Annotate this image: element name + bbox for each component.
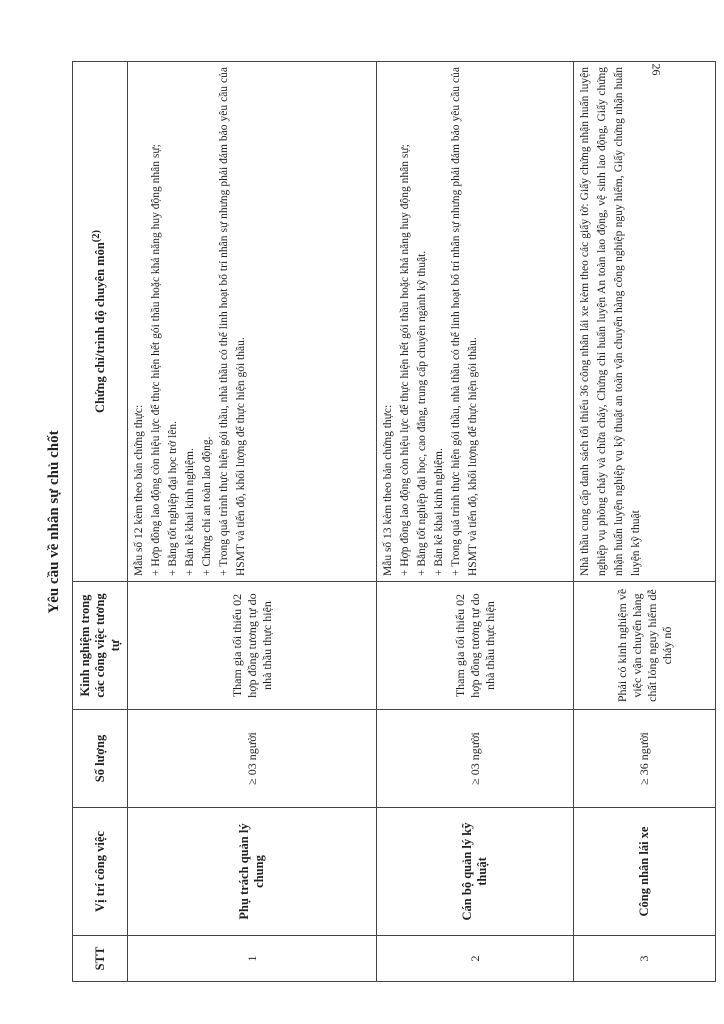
row-requirements [377, 62, 574, 582]
header-experience: Kinh nghiệm trong các công việc tương tự [73, 582, 128, 710]
row-position: Cán bộ quản lý kỹ thuật [377, 808, 574, 936]
page-title: Yêu cầu về nhân sự chủ chốt [46, 430, 62, 614]
header-stt: STT [73, 936, 128, 982]
table-row [128, 62, 377, 982]
row-requirements [574, 62, 716, 582]
requirement-line: + Bằng tốt nghiệp đại học, cao đẳng, trung cấp chuyên ngành kỹ thuật. [416, 250, 428, 576]
row-position: Công nhân lái xe [574, 808, 716, 936]
row-stt: 1 [128, 936, 377, 982]
requirement-line: Mẫu số 13 kèm theo bản chứng thực: [382, 404, 394, 576]
row-experience: Tham gia tối thiểu 02 hợp đồng tương tự do nhà thầu thực hiện [377, 582, 574, 710]
requirement-line: + Chứng chỉ an toàn lao động. [201, 436, 213, 576]
requirement-line: + Bản kê khai kinh nghiệm. [433, 448, 445, 576]
row-quantity: ≥ 03 người [128, 710, 377, 808]
table-header-row [73, 62, 128, 982]
row-quantity: ≥ 03 người [377, 710, 574, 808]
page-number: 26 [649, 63, 664, 76]
header-quantity: Số lượng [73, 710, 128, 808]
header-position: Vị trí công việc [73, 808, 128, 936]
personnel-requirements-table [72, 61, 716, 982]
row-stt: 2 [377, 936, 574, 982]
row-experience: Phải có kinh nghiệm về việc vận chuyển hàng chất lỏng nguy hiểm dễ cháy nổ [574, 582, 716, 710]
requirement-line: + Hợp đồng lao động còn hiệu lực để thực hiện hết gói thầu hoặc khả năng huy động nhân sự; [399, 144, 411, 576]
table-row [377, 62, 574, 982]
row-requirements [128, 62, 377, 582]
requirement-line: + Trong quá trình thực hiện gói thầu, nhà thầu có thể linh hoạt bố trí nhân sự nhưng phải đảm bảo yêu cầu của HSMT và tiến độ, khối lượng để thực hiện gói thầu. [450, 67, 479, 576]
header-certificate-text: Chứng chỉ/trình độ chuyên môn [93, 242, 108, 413]
requirement-line: + Hợp đồng lao động còn hiệu lực để thực hiện hết gói thầu hoặc khả năng huy động nhân sự; [150, 144, 162, 576]
requirement-line: + Trong quá trình thực hiện gói thầu, nhà thầu có thể linh hoạt bố trí nhân sự nhưng phải đảm bảo yêu cầu của HSMT và tiến độ, khối lượng để thực hiện gói thầu. [218, 67, 247, 576]
table-row [574, 62, 716, 982]
row-position: Phụ trách quản lý chung [128, 808, 377, 936]
requirement-line: Mẫu số 12 kèm theo bản chứng thực: [133, 404, 145, 576]
requirement-line: + Bằng tốt nghiệp đại học trở lên. [167, 420, 179, 576]
requirement-line: Nhà thầu cung cấp danh sách tối thiểu 36 công nhân lái xe kèm theo các giấy tờ: Giấy chứng nhận huấn luyện nghiệp vụ phòng cháy và chữa cháy, Chứng chỉ huấn luyện An toàn lao động, vệ sinh lao động, Giấy chứng nhận huấn luyện nghiệp vụ kỹ thuật an toàn vận chuyển hàng công nghiệp nguy hiểm, Giấy chứng nhận huấn luyện kỹ thuật [579, 67, 642, 576]
row-experience: Tham gia tối thiểu 02 hợp đồng tương tự do nhà thầu thực hiện [128, 582, 377, 710]
requirement-line: + Bản kê khai kinh nghiệm. [184, 448, 196, 576]
row-quantity: ≥ 36 người [574, 710, 716, 808]
header-certificate-footnote: (2) [91, 230, 103, 243]
row-stt: 3 [574, 936, 716, 982]
header-certificate [73, 62, 128, 582]
